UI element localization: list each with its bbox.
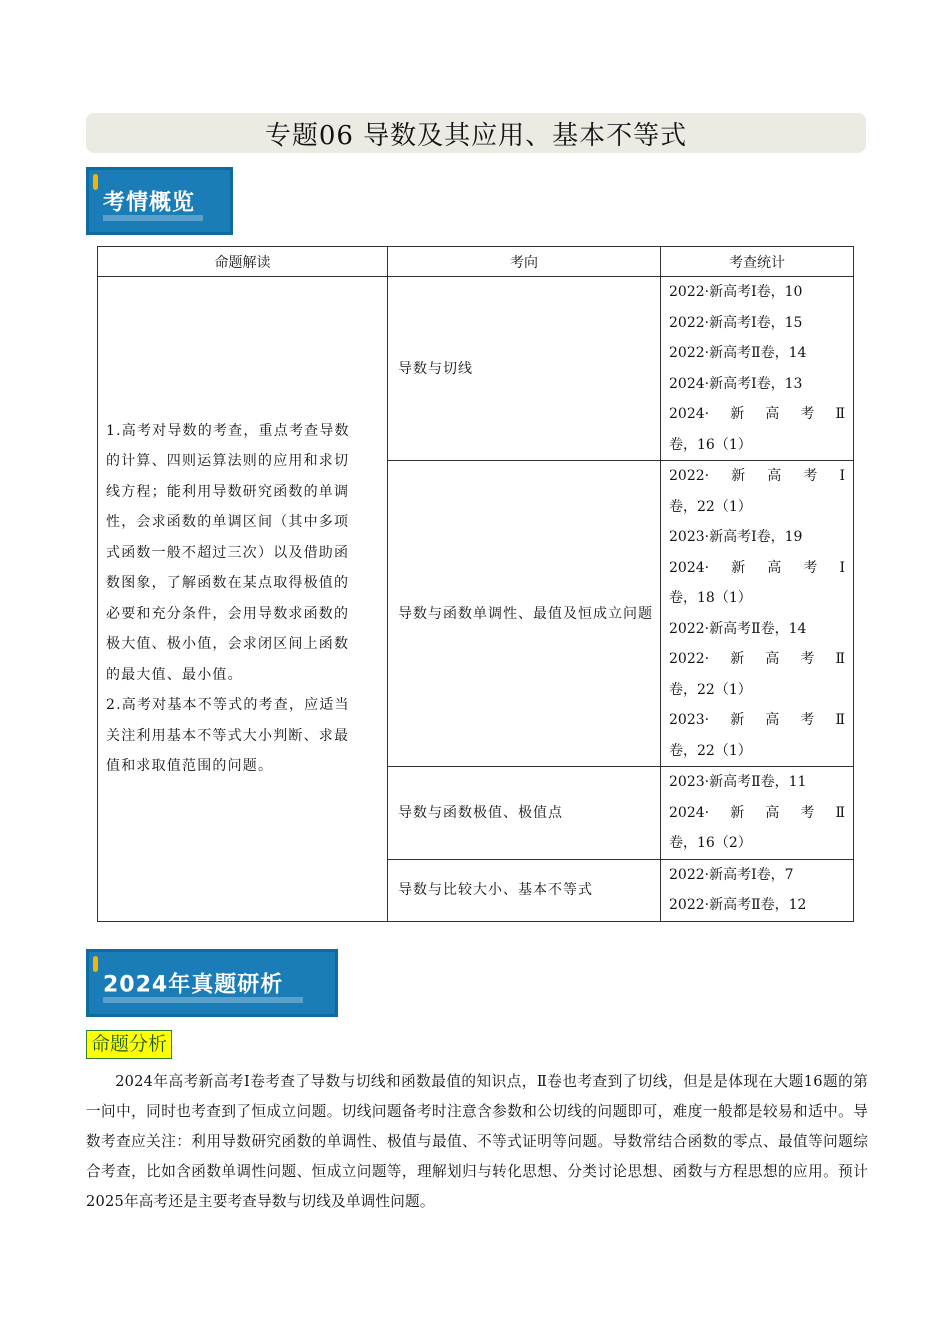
interp-line: 极大值、极小值，会求闭区间上函数 xyxy=(106,636,350,653)
interp-line: 关注利用基本不等式大小判断、求最 xyxy=(106,727,350,744)
analysis-tag: 命题分析 xyxy=(86,1030,172,1059)
interp-line: 2.高考对基本不等式的考查，应适当 xyxy=(106,697,350,714)
interp-line: 值和求取值范围的问题。 xyxy=(106,758,274,775)
stat-line: 2022· 新 高 考 Ⅱ xyxy=(669,651,845,667)
statistics-cell xyxy=(661,461,854,767)
statistics-cell xyxy=(661,859,854,921)
analysis-paragraph: 2024年高考新高考Ⅰ卷考查了导数与切线和函数最值的知识点，Ⅱ卷也考查到了切线，但是是体现在大题16题的第一问中，同时也考查到了恒成立问题。切线问题备考时注意含参数和公切线的问题即可，难度一般都是较易和适中。导数考查应关注：利用导数研究函数的单调性、极值与最值、不等式证明等问题。导数常结合函数的零点、最值等问题综合考查，比如含函数单调性问题、恒成立问题等，理解划归与转化思想、分类讨论思想、函数与方程思想的应用。预计2025年高考还是主要考查导数与切线及单调性问题。 xyxy=(86,1073,868,1210)
interp-line: 性，会求函数的单调区间（其中多项 xyxy=(106,514,350,531)
direction-cell: 导数与切线 xyxy=(388,277,661,461)
interp-line: 必要和充分条件，会用导数求函数的 xyxy=(106,605,350,622)
stat-line: 2022·新高考Ⅰ卷，15 xyxy=(669,314,803,331)
interp-line: 数图象，了解函数在某点取得极值的 xyxy=(106,575,350,592)
stat-line: 2022·新高考Ⅱ卷，12 xyxy=(669,897,807,913)
banner-accent xyxy=(93,174,98,190)
stat-line: 卷，18（1） xyxy=(669,590,752,606)
table-row xyxy=(98,277,854,461)
stat-line: 2022·新高考Ⅰ卷，10 xyxy=(669,284,803,300)
header-statistics: 考查统计 xyxy=(661,247,854,277)
interp-line: 的最大值、最小值。 xyxy=(106,666,243,683)
stat-line: 卷，22（1） xyxy=(669,742,752,759)
stat-line: 2022·新高考Ⅱ卷，14 xyxy=(669,345,807,361)
exam-overview-table xyxy=(97,246,854,922)
page-title xyxy=(86,113,866,153)
direction-cell: 导数与函数极值、极值点 xyxy=(388,767,661,860)
interp-line: 的计算、四则运算法则的应用和求切 xyxy=(106,453,350,470)
stat-line: 2022·新高考Ⅱ卷，14 xyxy=(669,620,807,637)
header-interpretation: 命题解读 xyxy=(98,247,388,277)
statistics-cell xyxy=(661,277,854,461)
section-banner-2024-analysis xyxy=(86,949,338,1017)
direction-cell: 导数与比较大小、基本不等式 xyxy=(388,859,661,921)
stat-line: 2024· 新 高 考 Ⅱ xyxy=(669,804,845,821)
banner-overview-text: 考情概览 xyxy=(103,190,196,216)
statistics-cell xyxy=(661,767,854,860)
stat-line: 2024· 新 高 考 Ⅱ xyxy=(669,406,845,422)
stat-line: 卷，16（2） xyxy=(669,835,752,851)
stat-line: 2023·新高考Ⅰ卷，19 xyxy=(669,529,803,545)
page-title-text: 专题06 导数及其应用、基本不等式 xyxy=(264,120,688,151)
direction-cell: 导数与函数单调性、最值及恒成立问题 xyxy=(388,461,661,767)
stat-line: 卷，16（1） xyxy=(669,436,752,453)
section-banner-overview xyxy=(86,167,233,235)
stat-line: 卷，22（1） xyxy=(669,498,752,515)
banner-2024-text: 2024年真题研析 xyxy=(103,972,284,998)
interpretation-cell xyxy=(98,277,388,922)
interp-line: 1.高考对导数的考查，重点考查导数 xyxy=(106,422,350,439)
stat-line: 2024·新高考Ⅰ卷，13 xyxy=(669,375,803,392)
stat-line: 2022· 新 高 考 Ⅰ xyxy=(669,468,845,484)
stat-line: 2023· 新 高 考 Ⅱ xyxy=(669,712,845,728)
banner-accent xyxy=(93,956,98,972)
table-header-row xyxy=(98,247,854,277)
stat-line: 2023·新高考Ⅱ卷，11 xyxy=(669,774,807,790)
header-direction: 考向 xyxy=(388,247,661,277)
stat-line: 2022·新高考Ⅰ卷，7 xyxy=(669,866,794,883)
interp-line: 式函数一般不超过三次）以及借助函 xyxy=(106,544,350,561)
stat-line: 卷，22（1） xyxy=(669,681,752,698)
stat-line: 2024· 新 高 考 Ⅰ xyxy=(669,559,845,576)
interp-line: 线方程；能利用导数研究函数的单调 xyxy=(106,483,350,500)
